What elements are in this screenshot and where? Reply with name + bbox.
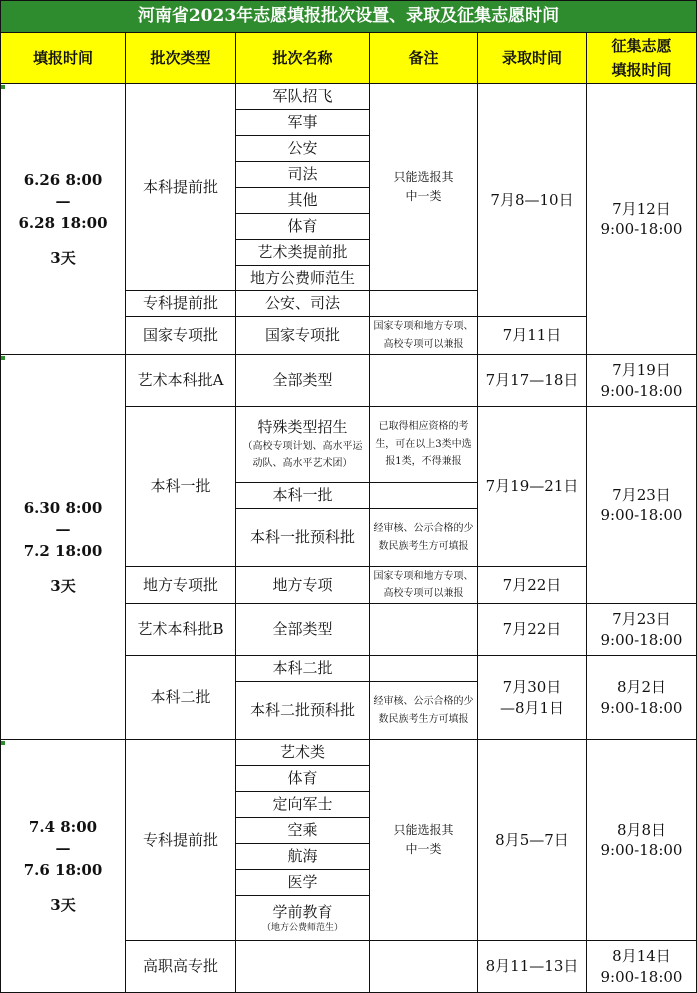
zhengji-time-gaozhi (587, 941, 697, 993)
note-empty-yishu-b (370, 604, 478, 656)
batch-yishu-a: 艺术本科批A (126, 355, 236, 407)
batch-name-tiyu-2: 体育 (236, 766, 370, 792)
xueqian-title: 学前教育 (272, 902, 333, 921)
batch-name-yishulei: 艺术类 (236, 740, 370, 766)
zhengji-date: 8月2日 (616, 678, 667, 697)
xueqian-subtitle: （地方公费师范生） (261, 923, 343, 934)
batch-benke-yi: 本科一批 (126, 407, 236, 567)
batch-name-benke-er-yuke: 本科二批预科批 (236, 682, 370, 740)
group-marker-3 (1, 741, 5, 745)
fill-time-group-2 (0, 355, 126, 740)
batch-name-benke-yi: 本科一批 (236, 483, 370, 509)
batch-name-quanbu-b: 全部类型 (236, 604, 370, 656)
note-empty-yishu-a (370, 355, 478, 407)
fill-time-end: 6.28 18:00 (18, 214, 108, 233)
teshu-subtitle: （高校专项计划、高水平运动队、高水平艺术团） (242, 440, 363, 469)
zhengji-time-1 (587, 84, 697, 355)
note-guojia-jianbao: 国家专项和地方专项、高校专项可以兼报 (370, 317, 478, 355)
header-batch-name: 批次名称 (236, 33, 370, 84)
note-yuke-yi: 经审核、公示合格的少数民族考生方可填报 (370, 509, 478, 567)
note-yuke-er: 经审核、公示合格的少数民族考生方可填报 (370, 682, 478, 740)
fill-time-dash: — (55, 839, 71, 858)
admit-time-benke-er (478, 656, 587, 740)
batch-guojia-zhuanxiang: 国家专项批 (126, 317, 236, 355)
header-fill-time: 填报时间 (0, 33, 126, 84)
batch-name-junduizhaofei: 军队招飞 (236, 84, 370, 110)
admit-time-difang: 7月22日 (478, 567, 587, 604)
batch-name-empty-gaozhi (236, 941, 370, 993)
table-title: 河南省2023年志愿填报批次设置、录取及征集志愿时间 (0, 0, 697, 33)
group-marker-1 (1, 85, 5, 89)
batch-name-gongan-sifa: 公安、司法 (236, 291, 370, 317)
group-marker-2 (1, 356, 5, 360)
fill-time-end: 7.6 18:00 (23, 861, 103, 880)
batch-name-guojia-zhuanxiang: 国家专项批 (236, 317, 370, 355)
zhengji-time-yishu-a (587, 355, 697, 407)
zhengji-date: 7月19日 (612, 361, 671, 380)
admit-time-yishu-b: 7月22日 (478, 604, 587, 656)
batch-name-yixue: 医学 (236, 870, 370, 896)
header-note: 备注 (370, 33, 478, 84)
batch-name-tiyu: 体育 (236, 214, 370, 240)
zhengji-hours: 9:00-18:00 (600, 841, 683, 859)
zhengji-hours: 9:00-18:00 (600, 381, 683, 400)
batch-name-yishu-tiqian: 艺术类提前批 (236, 240, 370, 266)
batch-zhuanke-tiqian: 专科提前批 (126, 291, 236, 317)
fill-time-end: 7.2 18:00 (23, 542, 103, 561)
note-teshu: 已取得相应资格的考生，可在以上3类中选报1类，不得兼报 (370, 407, 478, 483)
batch-yishu-b: 艺术本科批B (126, 604, 236, 656)
zhengji-date: 8月8日 (616, 820, 667, 839)
note-empty-benke-er (370, 656, 478, 682)
batch-name-qita: 其他 (236, 188, 370, 214)
fill-time-group-3 (0, 740, 126, 993)
batch-benke-tiqian: 本科提前批 (126, 84, 236, 291)
batch-name-difang-gongfei: 地方公费师范生 (236, 266, 370, 291)
note-choose-one-2 (370, 740, 478, 941)
zhengji-time-zhuanke (587, 740, 697, 941)
note-empty-benke-yi (370, 483, 478, 509)
batch-name-dingxiang-junshi: 定向军士 (236, 792, 370, 818)
batch-name-benke-er: 本科二批 (236, 656, 370, 682)
fill-time-days: 3天 (50, 895, 76, 914)
batch-name-sifa: 司法 (236, 162, 370, 188)
batch-name-teshu-leixing (236, 407, 370, 483)
note-difang-jianbao: 国家专项和地方专项、高校专项可以兼报 (370, 567, 478, 604)
admit-line-1: 7月30日 (502, 678, 562, 697)
zhengji-hours: 9:00-18:00 (600, 967, 683, 986)
zhengji-hours: 9:00-18:00 (600, 220, 683, 238)
fill-time-start: 6.30 8:00 (23, 499, 103, 518)
fill-time-dash: — (55, 520, 71, 539)
zhengji-date: 7月23日 (612, 485, 671, 504)
batch-name-difang-zhuanxiang: 地方专项 (236, 567, 370, 604)
note-empty-gaozhi (370, 941, 478, 993)
batch-name-gongan: 公安 (236, 136, 370, 162)
admit-time-1: 7月8—10日 (478, 84, 587, 317)
fill-time-dash: — (55, 192, 71, 211)
header-admission-time: 录取时间 (478, 33, 587, 84)
zhengji-time-benke-yi (587, 407, 697, 604)
zhengji-date: 8月14日 (612, 947, 671, 966)
batch-name-benke-yi-yuke: 本科一批预科批 (236, 509, 370, 567)
fill-time-days: 3天 (50, 248, 76, 267)
note-text: 只能选报其中一类 (393, 169, 454, 203)
fill-time-group-1 (0, 84, 126, 355)
header-zhengji-time: 征集志愿填报时间 (587, 33, 697, 84)
note-text: 只能选报其中一类 (393, 822, 454, 856)
batch-name-hanghai: 航海 (236, 844, 370, 870)
admit-time-gaozhi: 8月11—13日 (478, 941, 587, 993)
batch-name-kongcheng: 空乘 (236, 818, 370, 844)
zhengji-hours: 9:00-18:00 (600, 630, 683, 649)
zhengji-hours: 9:00-18:00 (600, 506, 683, 524)
batch-name-xueqian-jiaoyu (236, 896, 370, 941)
zhengji-date: 7月12日 (612, 199, 671, 218)
batch-zhuanke-tiqian-2: 专科提前批 (126, 740, 236, 941)
zhengji-time-benke-er (587, 656, 697, 740)
batch-difang-zhuanxiang: 地方专项批 (126, 567, 236, 604)
fill-time-start: 7.4 8:00 (28, 818, 98, 837)
note-empty-zhuanke (370, 291, 478, 317)
zhengji-time-yishu-b (587, 604, 697, 656)
admit-time-benke-yi: 7月19—21日 (478, 407, 587, 567)
note-choose-one (370, 84, 478, 291)
batch-name-quanbu-a: 全部类型 (236, 355, 370, 407)
admit-time-guojia: 7月11日 (478, 317, 587, 355)
zhengji-date: 7月23日 (612, 610, 671, 629)
admit-time-yishu-a: 7月17—18日 (478, 355, 587, 407)
fill-time-start: 6.26 8:00 (23, 171, 103, 190)
fill-time-days: 3天 (50, 576, 76, 595)
zhengji-hours: 9:00-18:00 (600, 698, 683, 717)
teshu-title: 特殊类型招生 (257, 418, 348, 437)
admit-line-2: —8月1日 (499, 698, 565, 717)
header-batch-type: 批次类型 (126, 33, 236, 84)
batch-benke-er: 本科二批 (126, 656, 236, 740)
batch-gaozhi-gaozhuan: 高职高专批 (126, 941, 236, 993)
batch-name-junshi: 军事 (236, 110, 370, 136)
admit-time-zhuanke: 8月5—7日 (478, 740, 587, 941)
